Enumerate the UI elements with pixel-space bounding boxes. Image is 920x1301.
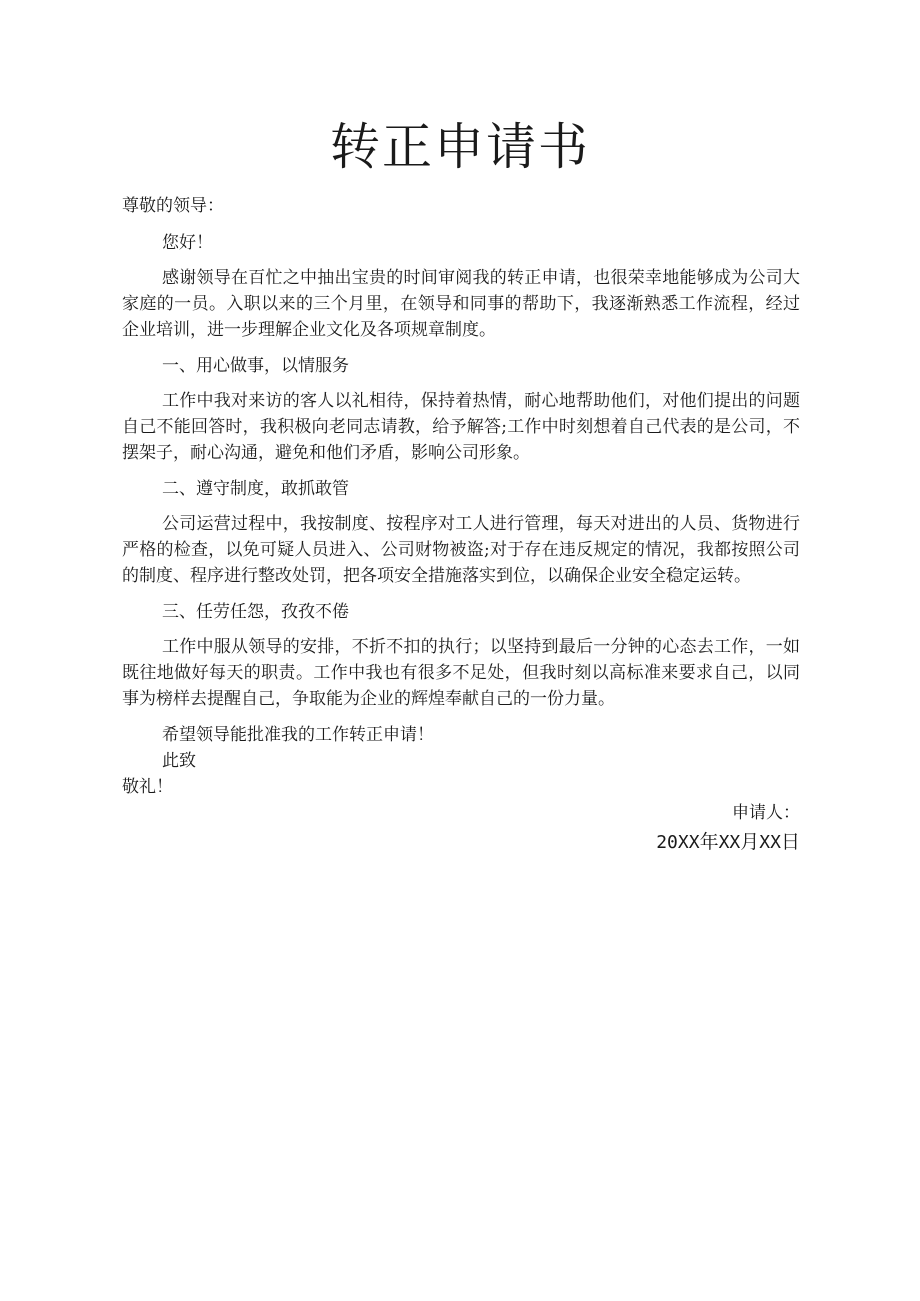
date-year: 20XX — [656, 832, 700, 853]
document-title: 转正申请书 — [330, 118, 590, 176]
salutation: 尊敬的领导： — [122, 196, 224, 216]
closing-hope: 希望领导能批准我的工作转正申请！ — [162, 725, 434, 745]
date-day: XX — [759, 832, 781, 853]
date-line — [122, 828, 800, 857]
section-paragraph-3: 工作中服从领导的安排，不折不扣的执行；以坚持到最后一分钟的心态去工作，一如既往地做好每天的职责。工作中我也有很多不足处，但我时刻以高标准来要求自己，以同事为榜样去提醒自己，争取能为企业的辉煌奉献自己的一份力量。 — [122, 637, 800, 709]
document-body — [122, 193, 800, 857]
closing-cizhi: 此致 — [162, 751, 196, 771]
date-day-unit: 日 — [780, 831, 800, 853]
greeting: 您好！ — [162, 233, 213, 253]
date-year-unit: 年 — [699, 831, 719, 853]
intro-paragraph: 感谢领导在百忙之中抽出宝贵的时间审阅我的转正申请，也很荣幸地能够成为公司大家庭的一员。入职以来的三个月里，在领导和同事的帮助下，我逐渐熟悉工作流程，经过企业培训，进一步理解企业文化及各项规章制度。 — [122, 268, 800, 340]
section-paragraph-1: 工作中我对来访的客人以礼相待，保持着热情，耐心地帮助他们，对他们提出的问题自己不能回答时，我积极向老同志请教，给予解答;工作中时刻想着自己代表的是公司，不摆架子，耐心沟通，避免和他们矛盾，影响公司形象。 — [122, 391, 800, 463]
closing-jingli: 敬礼！ — [122, 777, 173, 797]
date-month-unit: 月 — [740, 831, 760, 853]
applicant-label: 申请人： — [732, 803, 800, 823]
section-paragraph-2: 公司运营过程中，我按制度、按程序对工人进行管理，每天对进出的人员、货物进行严格的检查，以免可疑人员进入、公司财物被盗;对于存在违反规定的情况，我都按照公司的制度、程序进行整改处罚，把各项安全措施落实到位，以确保企业安全稳定运转。 — [122, 514, 800, 586]
section-heading-1: 一、用心做事，以情服务 — [162, 356, 349, 376]
section-heading-2: 二、遵守制度，敢抓敢管 — [162, 479, 349, 499]
date-month: XX — [718, 832, 741, 853]
section-heading-3: 三、任劳任怨，孜孜不倦 — [162, 602, 349, 622]
